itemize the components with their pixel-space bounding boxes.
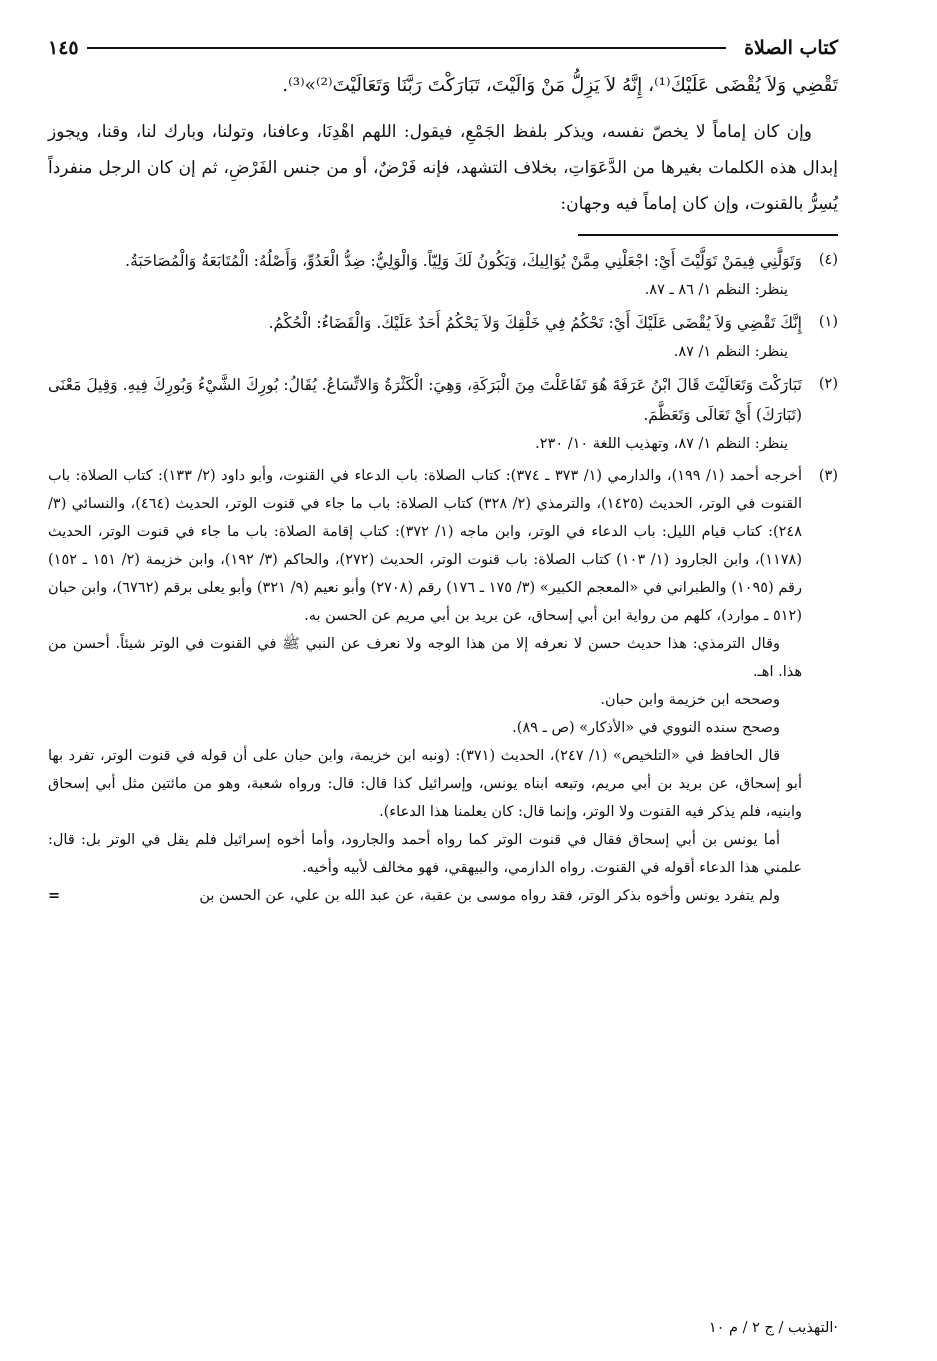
footnote-text: إِنَّكَ تَقْضِي وَلاَ يُقْضَى عَلَيْكَ أَيْ: تَحْكُمُ فِي خَلْقِكَ وَلاَ يَحْكُمُ أَحَدٌ عَلَيْكَ. وَالْقَضَاءُ: الْحُكْمُ. <box>268 314 802 332</box>
main-text <box>48 66 838 222</box>
page-header <box>48 30 838 66</box>
footnotes <box>48 246 838 910</box>
footnote-content <box>48 462 802 910</box>
footnote <box>48 246 838 304</box>
footnote-last-line: ولم يتفرد يونس وأخوه بذكر الوتر، فقد رواه موسى بن عقبة، عن عبد الله بن علي، عن الحسن بن <box>199 888 780 904</box>
footnote-text: تَبَارَكْتَ وَتَعَالَيْتَ قَالَ ابْنُ عَرَفَةَ هُوَ تَفَاعَلْتَ مِنَ الْبَرَكَةِ، وَهِيَ: الْكَثْرَةُ وَالاتِّسَاعُ. يُقَالُ: بُورِكَ الشَّيْءُ وَبُورِكَ فِيهِ. وَقِيلَ مَعْنَى (تَبَارَكَ) أَيْ تَعَالَى وَتَعَظَّمَ. <box>48 376 802 424</box>
footnote-note: وقال الترمذي: هذا حديث حسن لا نعرفه إلا من هذا الوجه ولا نعرف عن النبي ﷺ في القنوت في الوتر شيئاً. أحسن من هذا. اهـ. <box>48 636 802 680</box>
printer-signature: ·التهذيب / ج ٢ / م ١٠ <box>708 1320 838 1336</box>
quote-line: تَقْضِي وَلاَ يُقْضَى عَلَيْكَ⁽¹⁾، إِنَّهُ لاَ يَزِلُّ مَنْ وَالَيْتَ، تَبَارَكْتَ رَبَّنَا وَتَعَالَيْتَ⁽²⁾»⁽³⁾. <box>282 75 838 96</box>
footnote-separator-wrap <box>48 222 838 246</box>
footnote-mark: (٤) <box>818 252 838 268</box>
footnote-note: وصححه ابن خزيمة وابن حبان. <box>600 692 780 708</box>
footnote-mark: (٢) <box>818 376 838 392</box>
footnote-text: أخرجه أحمد (١/ ١٩٩)، والدارمي (١/ ٣٧٣ ـ ٣٧٤): كتاب الصلاة: باب الدعاء في القنوت، وأبو داود (٢/ ١٣٣): كتاب الصلاة: باب القنوت في الوتر، الحديث (١٤٢٥)، والترمذي (٢/ ٣٢٨) كتاب الصلاة: باب ما جاء في قنوت الوتر، الحديث (٤٦٤)، والنسائي (٣/ ٢٤٨): كتاب قيام الليل: باب الدعاء في الوتر، وابن ماجه (١/ ٣٧٢): كتاب إقامة الصلاة: باب ما جاء في قنوت الوتر، الحديث (١١٧٨)، وابن الجارود (١/ ١٠٣) كتاب الصلاة: باب قنوت الوتر، الحديث (٢٧٢)، والحاكم (٣/ ١٩٢)، وابن خزيمة (٢/ ١٥١ ـ ١٥٢) رقم (١٠٩٥) والطبراني في «المعجم الكبير» (٣/ ١٧٥ ـ ١٧٦) رقم (٢٧٠٨) وأبو نعيم (٩/ ٣٢١) وأبو يعلى برقم (٦٧٦٢)، وابن حبان (٥١٢ ـ موارد)، كلهم من رواية ابن أبي إسحاق، عن بريد بن أبي مريم عن الحسن به. <box>48 468 803 624</box>
footnote-mark: (١) <box>818 314 838 330</box>
footnote-note: أما يونس بن أبي إسحاق فقال في قنوت الوتر كما رواه أحمد والجارود، وأما أخوه إسرائيل فلم يقل في الوتر بل: قال: علمني هذا الدعاء أقوله في القنوت. رواه الدارمي، والبيهقي، فهو مخالف لأبيه وأخيه. <box>48 832 802 876</box>
footnote-text: وَتَوَلَّنِي فِيمَنْ تَوَلَّيْتَ أَيْ: اجْعَلْنِي مِمَّنْ يُوَالِيكَ، وَيَكُونُ لَكَ وَلِيّاً. وَالْوَلِيُّ: ضِدُّ الْعَدُوِّ، وَأَصْلُهُ: الْمُتَابَعَةُ وَالْمُصَاحَبَةُ. <box>125 252 802 270</box>
page-number: ١٤٥ <box>48 37 79 59</box>
footnote <box>48 370 838 458</box>
paragraph: وإن كان إماماً لا يخصّ نفسه، ويذكر بلفظ الجَمْعِ، فيقول: اللهم اهْدِنَا، وعافنا، وتولنا، وبارك لنا، وقنا، ويجوز إبدال هذه الكلمات بغيرها من الدَّعَوَاتِ، بخلاف التشهد، فإنه فَرْضٌ، أو من جنس الفَرْضِ، ثم إن كان الرجل منفرداً يُسِرُّ بالقنوت، وإن كان إماماً فيه وجهان: <box>48 122 838 214</box>
footnote-mark: (٣) <box>818 468 838 484</box>
header-rule <box>87 47 726 49</box>
footnote-content <box>48 246 802 304</box>
footnote-content <box>48 370 802 458</box>
continuation-mark: = <box>48 887 61 904</box>
footnote-note: وصحح سنده النووي في «الأذكار» (ص ـ ٨٩). <box>512 720 780 736</box>
footnote-reference: ينظر: النظم ١/ ٨٧. <box>673 344 788 360</box>
book-page <box>48 30 838 1336</box>
footnote-separator <box>578 234 838 236</box>
continuation-line <box>48 882 802 910</box>
footnote-content <box>48 308 802 366</box>
chapter-title: كتاب الصلاة <box>744 37 838 59</box>
footnote <box>48 308 838 366</box>
footnote-reference: ينظر: النظم ١/ ٨٧، وتهذيب اللغة ١٠/ ٢٣٠. <box>535 436 788 452</box>
footnote <box>48 462 838 910</box>
footnote-note: قال الحافظ في «التلخيص» (١/ ٢٤٧)، الحديث (٣٧١): (ونبه ابن خزيمة، وابن حبان على أن قوله في قنوت الوتر، تفرد بها أبو إسحاق، عن بريد بن أبي مريم، وتبعه ابناه يونس، وإسرائيل كذا قال: قال: ورواه شعبة، وهو من مائتين مثل أبي إسحاق وابنيه، فلم يذكر فيه القنوت ولا الوتر، وإنما قال: كان يعلمنا هذا الدعاء). <box>48 748 802 820</box>
footnote-reference: ينظر: النظم ١/ ٨٦ ـ ٨٧. <box>644 282 788 298</box>
